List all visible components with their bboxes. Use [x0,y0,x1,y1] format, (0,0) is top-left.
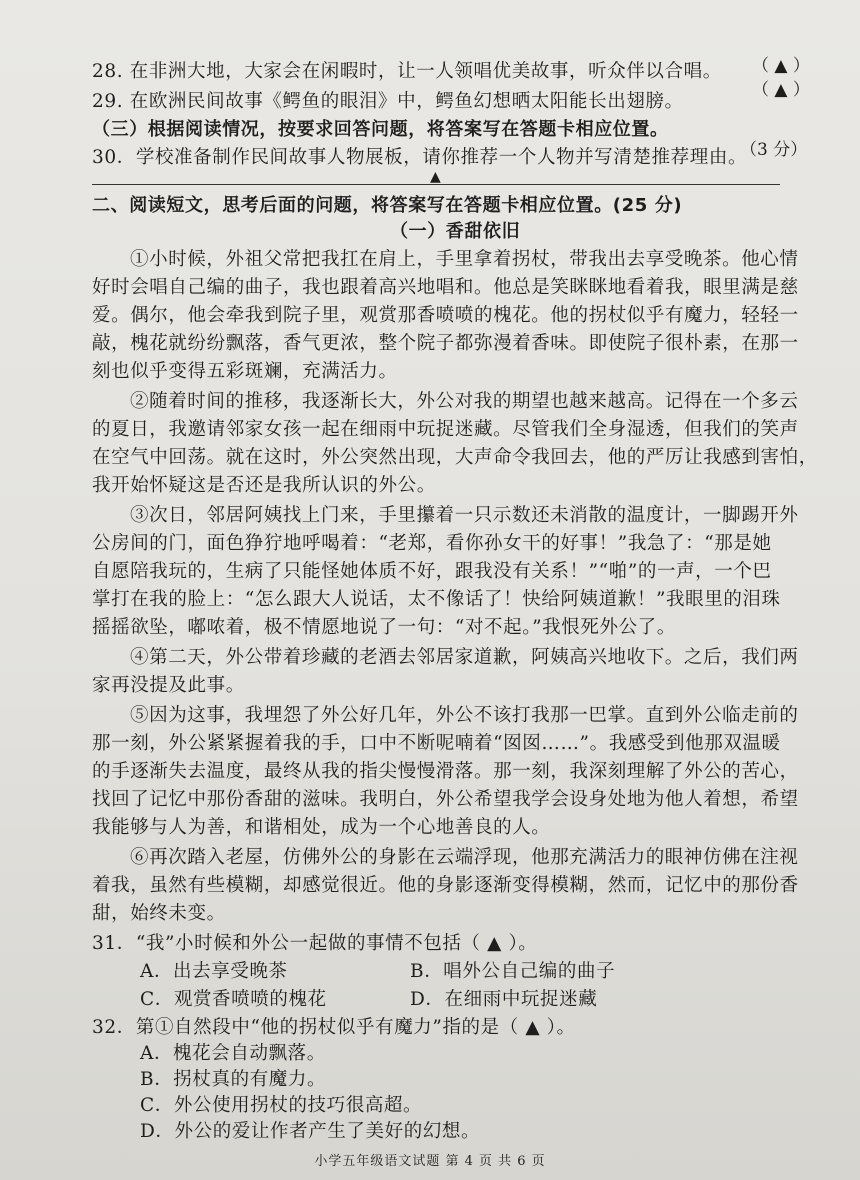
option-b: B．唱外公自己编的曲子 [410,961,616,982]
passage-line: 家再没提及此事。 [92,675,245,696]
passage-line: 刻也似乎变得五彩斑斓，充满活力。 [92,361,398,382]
page-footer: 小学五年级语文试题 第 4 页 共 6 页 [314,1154,546,1169]
question-32-stem: 32．第①自然段中“他的拐杖似乎有魔力”指的是（ ▲ ）。 [92,1017,576,1038]
passage-line: 摇摇欲坠，嘟哝着，极不情愿地说了一句：“对不起。”我恨死外公了。 [92,617,676,638]
option-d: D．外公的爱让作者产生了美好的幻想。 [140,1121,481,1142]
passage-line: 甜，始终未变。 [92,903,226,924]
question-29 [92,88,684,116]
passage-line: 我能够与人为善，和谐相处，成为一个心地善良的人。 [92,817,551,838]
option-c: C．外公使用拐杖的技巧很高超。 [140,1095,423,1116]
section-three-heading: （三）根据阅读情况，按要求回答问题，将答案写在答题卡相应位置。 [92,119,669,140]
passage-line: 那一刻，外公紧紧握着我的手，口中不断呢喃着“囡囡……”。我感受到他那双温暖 [92,733,781,754]
question-28 [92,58,722,86]
passage-line: 公房间的门，面色狰狞地呼喝着：“老郑，看你孙女干的好事！”我急了：“那是她 [92,533,772,554]
question-text: 30．学校准备制作民间故事人物展板，请你推荐一个人物并写清楚推荐理由。 [92,147,748,168]
passage-line: ②随着时间的推移，我逐渐长大，外公对我的期望也越来越高。记得在一个多云 [130,391,799,412]
option-c: C．观赏香喷喷的槐花 [140,989,327,1010]
passage-line: ④第二天，外公带着珍藏的老酒去邻居家道歉，阿姨高兴地收下。之后，我们两 [130,647,799,668]
passage-line: ⑤因为这事，我埋怨了外公好几年，外公不该打我那一巴掌。直到外公临走前的 [130,705,799,726]
question-text: 在欧洲民间故事《鳄鱼的眼泪》中，鳄鱼幻想晒太阳能长出翅膀。 [129,91,684,112]
answer-mark: ▲ [430,169,441,185]
option-d: D．在细雨中玩捉迷藏 [410,989,598,1010]
option-a: A．出去享受晚茶 [140,961,288,982]
passage-line: 着我，虽然有些模糊，却感觉很近。他的身影逐渐变得模糊，然而，记忆中的那份香 [92,875,799,896]
passage-line: 好时会唱自己编的曲子，我也跟着高兴地唱和。他总是笑眯眯地看着我，眼里满是慈 [92,277,799,298]
passage-line: 爱。偶尔，他会牵我到院子里，观赏那香喷喷的槐花。他的拐杖似乎有魔力，轻轻一 [92,305,799,326]
answer-mark: （ ▲ ） [752,56,810,76]
passage-line: 自愿陪我玩的，生病了只能怪她体质不好，跟我没有关系！”“啪”的一声，一个巴 [92,561,772,582]
question-text: 在非洲大地，大家会在闲暇时，让一人领唱优美故事，听众伴以合唱。 [129,61,722,82]
question-31-stem: 31．“我”小时候和外公一起做的事情不包括（ ▲ ）。 [92,933,538,954]
question-number: 28. [92,61,124,82]
passage-line: 敲，槐花就纷纷飘落，香气更浓，整个院子都弥漫着香味。即使院子很朴素，在那一 [92,333,799,354]
passage-line: 我开始怀疑这是否还是我所认识的外公。 [92,475,436,496]
score-label: （3 分） [740,140,808,160]
passage-line: 的手逐渐失去温度，最终从我的指尖慢慢滑落。那一刻，我深刻理解了外公的苦心， [92,761,799,782]
passage-line: 的夏日，我邀请邻家女孩一起在细雨中玩捉迷藏。尽管我们全身湿透，但我们的笑声 [92,419,799,440]
passage-line: ⑥再次踏入老屋，仿佛外公的身影在云端浮现，他那充满活力的眼神仿佛在注视 [130,847,799,868]
divider-line [92,184,780,185]
passage-line: ①小时候，外祖父常把我扛在肩上，手里拿着拐杖，带我出去享受晚茶。他心情 [130,249,799,270]
passage-title: （一）香甜依旧 [390,221,521,242]
option-b: B．拐杖真的有魔力。 [140,1069,327,1090]
question-30 [92,144,747,172]
section-two-heading: 二、阅读短文，思考后面的问题，将答案写在答题卡相应位置。(25 分) [92,195,683,216]
passage-line: ③次日，邻居阿姨找上门来，手里攥着一只示数还未消散的温度计，一脚踢开外 [130,505,799,526]
question-number: 29. [92,91,124,112]
passage-line: 在空气中回荡。就在这时，外公突然出现，大声命令我回去，他的严厉让我感到害怕， [92,447,818,468]
passage-line: 掌打在我的脸上：“怎么跟大人说话，太不像话了！快给阿姨道歉！”我眼里的泪珠 [92,589,781,610]
passage-line: 找回了记忆中那份香甜的滋味。我明白，外公希望我学会设身处地为他人着想，希望 [92,789,799,810]
option-a: A．槐花会自动飘落。 [140,1043,326,1064]
answer-mark: （ ▲ ） [752,80,810,100]
